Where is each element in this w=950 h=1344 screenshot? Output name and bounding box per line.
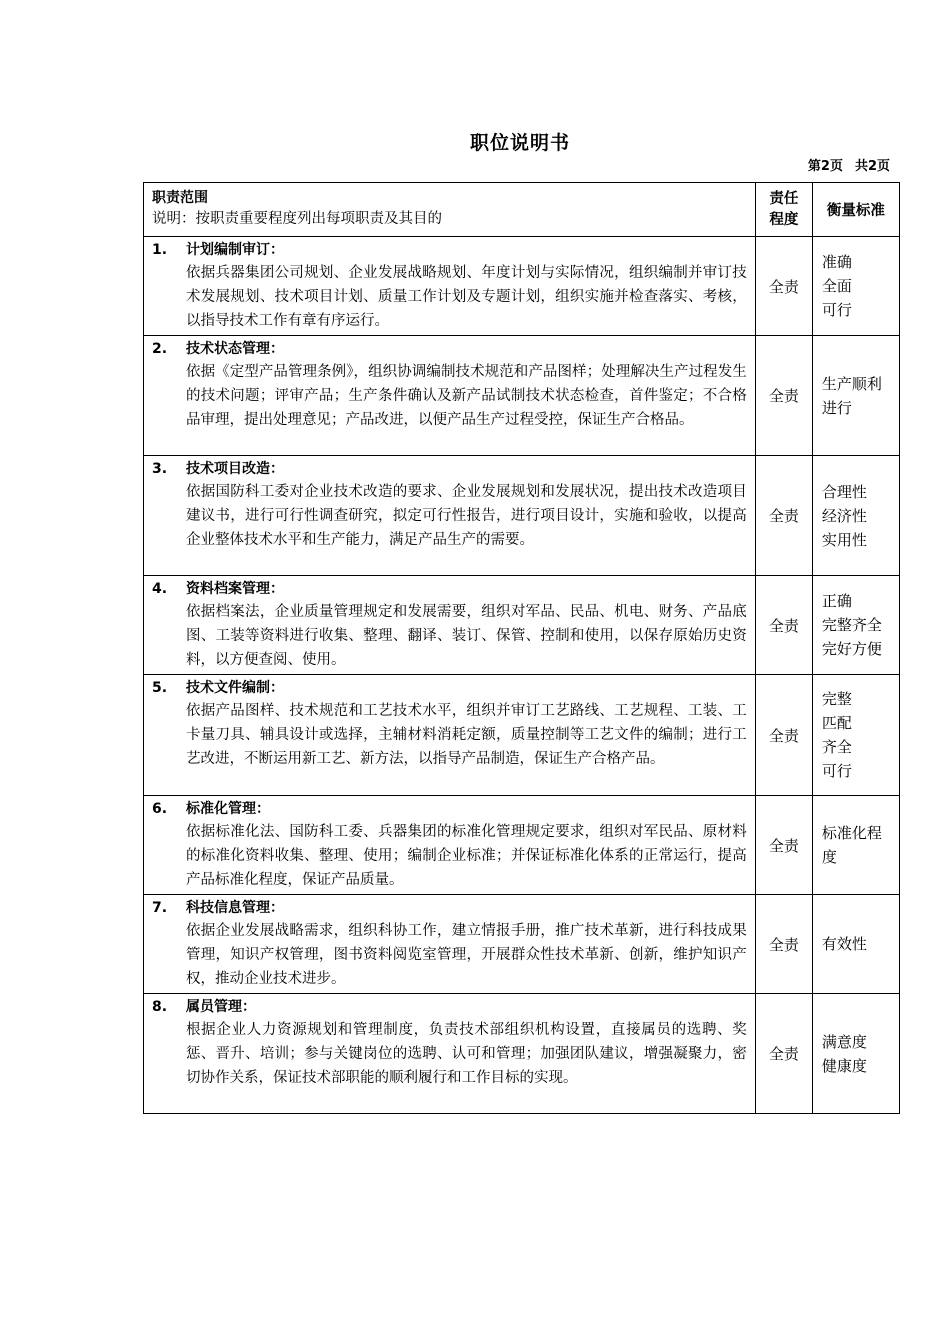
duty-cell (144, 336, 756, 456)
duty-description: 依据标准化法、国防科工委、兵器集团的标准化管理规定要求，组织对军民品、原材料的标准化资料收集、整理、使用；编制企业标准；并保证标准化体系的正常运行，提高产品标准化程度，保证产品质量。 (186, 824, 747, 888)
table-header-row (144, 183, 900, 237)
duty-description: 依据国防科工委对企业技术改造的要求、企业发展规划和发展状况，提出技术改造项目建议书，进行可行性调查研究，拟定可行性报告，进行项目设计，实施和验收，以提高企业整体技术水平和生产能力，满足产品生产的需要。 (186, 484, 747, 548)
responsibility-header-line1: 责任 (769, 190, 799, 207)
page-total: 共2页 (854, 159, 890, 174)
responsibility-level: 全责 (755, 895, 812, 994)
standard-line: 正确 (821, 592, 852, 610)
responsibility-level: 全责 (755, 576, 812, 675)
duty-description: 依据《定型产品管理条例》，组织协调编制技术规范和产品图样；处理解决生产过程发生的技术问题；评审产品；生产条件确认及新产品试制技术状态检查，首件鉴定；不合格品审理，提出处理意见；产品改进，以便产品生产过程受控，保证生产合格品。 (186, 364, 747, 428)
duty-cell (144, 675, 756, 796)
standard-header: 衡量标准 (812, 183, 899, 237)
responsibility-header-line2: 程度 (769, 211, 799, 228)
standard-line: 完好方便 (821, 640, 882, 658)
standard-line: 进行 (821, 398, 852, 417)
standard-cell (812, 576, 899, 675)
responsibility-header (755, 183, 812, 237)
table-row (144, 675, 900, 796)
standard-line: 完整齐全 (821, 616, 882, 634)
standard-line: 实用性 (821, 530, 867, 549)
standard-line: 匹配 (821, 714, 852, 732)
table-row (144, 796, 900, 895)
standard-line: 合理性 (821, 482, 867, 501)
standard-line: 可行 (821, 762, 852, 780)
standard-line: 经济性 (821, 506, 867, 525)
standard-line: 有效性 (821, 935, 867, 953)
standard-line: 可行 (821, 301, 852, 319)
duty-number: 7. (152, 900, 168, 916)
responsibility-level: 全责 (755, 336, 812, 456)
duty-title: 标准化管理： (186, 801, 270, 817)
duty-number: 1. (152, 242, 168, 258)
duty-number: 5. (152, 680, 168, 696)
duty-cell (144, 895, 756, 994)
standard-line: 全面 (821, 277, 852, 295)
responsibility-level: 全责 (755, 237, 812, 336)
table-row (144, 994, 900, 1114)
table-row (144, 576, 900, 675)
duty-description: 依据企业发展战略需求，组织科协工作，建立情报手册，推广技术革新，进行科技成果管理，知识产权管理，图书资料阅览室管理，开展群众性技术革新、创新，维护知识产权，推动企业技术进步。 (186, 923, 747, 987)
duty-number: 4. (152, 581, 168, 597)
standard-line: 满意度 (821, 1032, 867, 1051)
duty-number: 6. (152, 801, 168, 817)
standard-cell (812, 237, 899, 336)
duty-number: 3. (152, 461, 168, 477)
duty-description: 依据产品图样、技术规范和工艺技术水平，组织并审订工艺路线、工艺规程、工装、工卡量刀具、辅具设计或选择，主辅材料消耗定额，质量控制等工艺文件的编制；进行工艺改进，不断运用新工艺、新方法，以指导产品制造，保证生产合格产品。 (186, 703, 747, 767)
table-row (144, 336, 900, 456)
responsibility-level: 全责 (755, 675, 812, 796)
duty-number: 2. (152, 341, 168, 357)
standard-line: 准确 (821, 253, 852, 271)
standard-cell (812, 336, 899, 456)
duties-table (143, 182, 900, 1114)
duty-description: 依据兵器集团公司规划、企业发展战略规划、年度计划与实际情况，组织编制并审订技术发展规划、技术项目计划、质量工作计划及专题计划，组织实施并检查落实、考核，以指导技术工作有章有序运行。 (186, 265, 747, 329)
standard-line: 齐全 (821, 738, 852, 756)
duty-title: 科技信息管理： (186, 900, 284, 916)
standard-cell (812, 456, 899, 576)
scope-note: 说明：按职责重要程度列出每项职责及其目的 (152, 211, 442, 227)
scope-header (144, 183, 756, 237)
duty-number: 8. (152, 999, 168, 1015)
page-current: 第2页 (807, 159, 843, 174)
duty-title: 属员管理： (186, 999, 256, 1015)
standard-cell (812, 796, 899, 895)
table-row (144, 456, 900, 576)
scope-title: 职责范围 (152, 190, 208, 206)
duty-title: 技术状态管理： (186, 341, 284, 357)
table-row (144, 895, 900, 994)
page-number (808, 155, 890, 174)
duty-cell (144, 576, 756, 675)
duty-title: 计划编制审订： (186, 242, 284, 258)
duty-cell (144, 456, 756, 576)
duty-description: 依据档案法，企业质量管理规定和发展需要，组织对军品、民品、机电、财务、产品底图、工装等资料进行收集、整理、翻译、装订、保管、控制和使用，以保存原始历史资料，以方便查阅、使用。 (186, 604, 747, 668)
standard-cell (812, 895, 899, 994)
standard-line: 生产顺利 (821, 374, 882, 393)
duty-cell (144, 994, 756, 1114)
duty-cell (144, 237, 756, 336)
standard-cell (812, 994, 899, 1114)
duty-title: 技术文件编制： (186, 680, 284, 696)
duty-description: 根据企业人力资源规划和管理制度，负责技术部组织机构设置，直接属员的选聘、奖惩、晋升、培训；参与关键岗位的选聘、认可和管理；加强团队建议，增强凝聚力，密切协作关系，保证技术部职能的顺利履行和工作目标的实现。 (186, 1022, 747, 1086)
standard-cell (812, 675, 899, 796)
duty-title: 资料档案管理： (186, 581, 284, 597)
standard-line: 标准化程 (821, 824, 882, 842)
standard-line: 完整 (821, 690, 852, 708)
table-row (144, 237, 900, 336)
duty-cell (144, 796, 756, 895)
responsibility-level: 全责 (755, 796, 812, 895)
responsibility-level: 全责 (755, 994, 812, 1114)
standard-line: 健康度 (821, 1056, 867, 1075)
standard-line: 度 (821, 848, 837, 866)
duty-title: 技术项目改造： (186, 461, 284, 477)
responsibility-level: 全责 (755, 456, 812, 576)
page-title: 职位说明书 (469, 132, 570, 154)
